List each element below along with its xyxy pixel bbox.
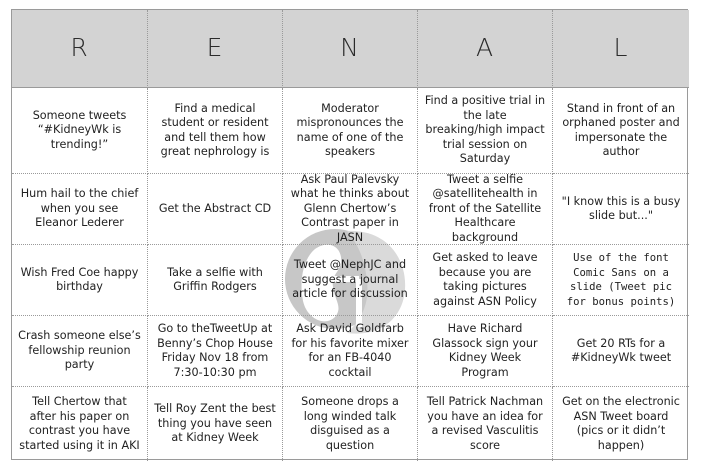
bingo-cell: Have Richard Glassock sign your Kidney Week Program — [418, 316, 553, 387]
bingo-cell: Get the Abstract CD — [148, 174, 283, 245]
header-letter-n: N — [283, 10, 418, 88]
bingo-cell: Someone tweets “#KidneyWk is trending!” — [12, 88, 148, 174]
bingo-grid — [11, 9, 688, 460]
bingo-cell: Ask David Goldfarb for his favorite mixer for an FB-4040 cocktail — [283, 316, 418, 387]
header-letter-r: R — [12, 10, 148, 88]
bingo-cell: Use of the font Comic Sans on a slide (Tweet pic for bonus points) — [553, 245, 689, 316]
bingo-cell: Get 20 RTs for a #KidneyWk tweet — [553, 316, 689, 387]
bingo-cell: "I know this is a busy slide but..." — [553, 174, 689, 245]
bingo-cell: Get on the electronic ASN Tweet board (pics or it didn’t happen) — [562, 395, 680, 452]
bingo-cell: Crash someone else’s fellowship reunion party — [12, 316, 148, 387]
bingo-cell: Tell Roy Zent the best thing you have seen at Kidney Week — [148, 387, 283, 461]
bingo-cell: Tweet a selfie @satellitehealth in front of the Satellite Healthcare background — [418, 174, 553, 245]
bingo-board — [11, 9, 688, 460]
bingo-cell: Wish Fred Coe happy birthday — [12, 245, 148, 316]
bingo-cell: Stand in front of an orphaned poster and impersonate the author — [553, 88, 689, 174]
bingo-cell: Go to theTweetUp at Benny’s Chop House Friday Nov 18 from 7:30-10:30 pm — [148, 316, 283, 387]
bingo-cell: Tweet @NephJC and suggest a journal article for discussion — [283, 245, 418, 316]
header-letter-l: L — [553, 10, 689, 88]
bingo-cell: Get asked to leave because you are taking pictures against ASN Policy — [418, 245, 553, 316]
bingo-cell: Find a positive trial in the late breaking/high impact trial session on Saturday — [418, 88, 553, 174]
bingo-cell: Tell Patrick Nachman you have an idea for a revised Vasculitis score — [418, 387, 553, 461]
bingo-cell: Moderator mispronounces the name of one of the speakers — [283, 88, 418, 174]
bingo-cell: Hum hail to the chief when you see Eleanor Lederer — [12, 174, 148, 245]
bingo-cell: Someone drops a long winded talk disguised as a question — [283, 387, 418, 461]
bingo-cell: Find a medical student or resident and tell them how great nephrology is — [148, 88, 283, 174]
header-letter-a: A — [418, 10, 553, 88]
bingo-cell: Take a selfie with Griffin Rodgers — [148, 245, 283, 316]
bingo-cell: Ask Paul Palevsky what he thinks about Glenn Chertow’s Contrast paper in JASN — [283, 174, 418, 245]
header-letter-e: E — [148, 10, 283, 88]
bingo-cell: Tell Chertow that after his paper on contrast you have started using it in AKI — [12, 387, 148, 461]
